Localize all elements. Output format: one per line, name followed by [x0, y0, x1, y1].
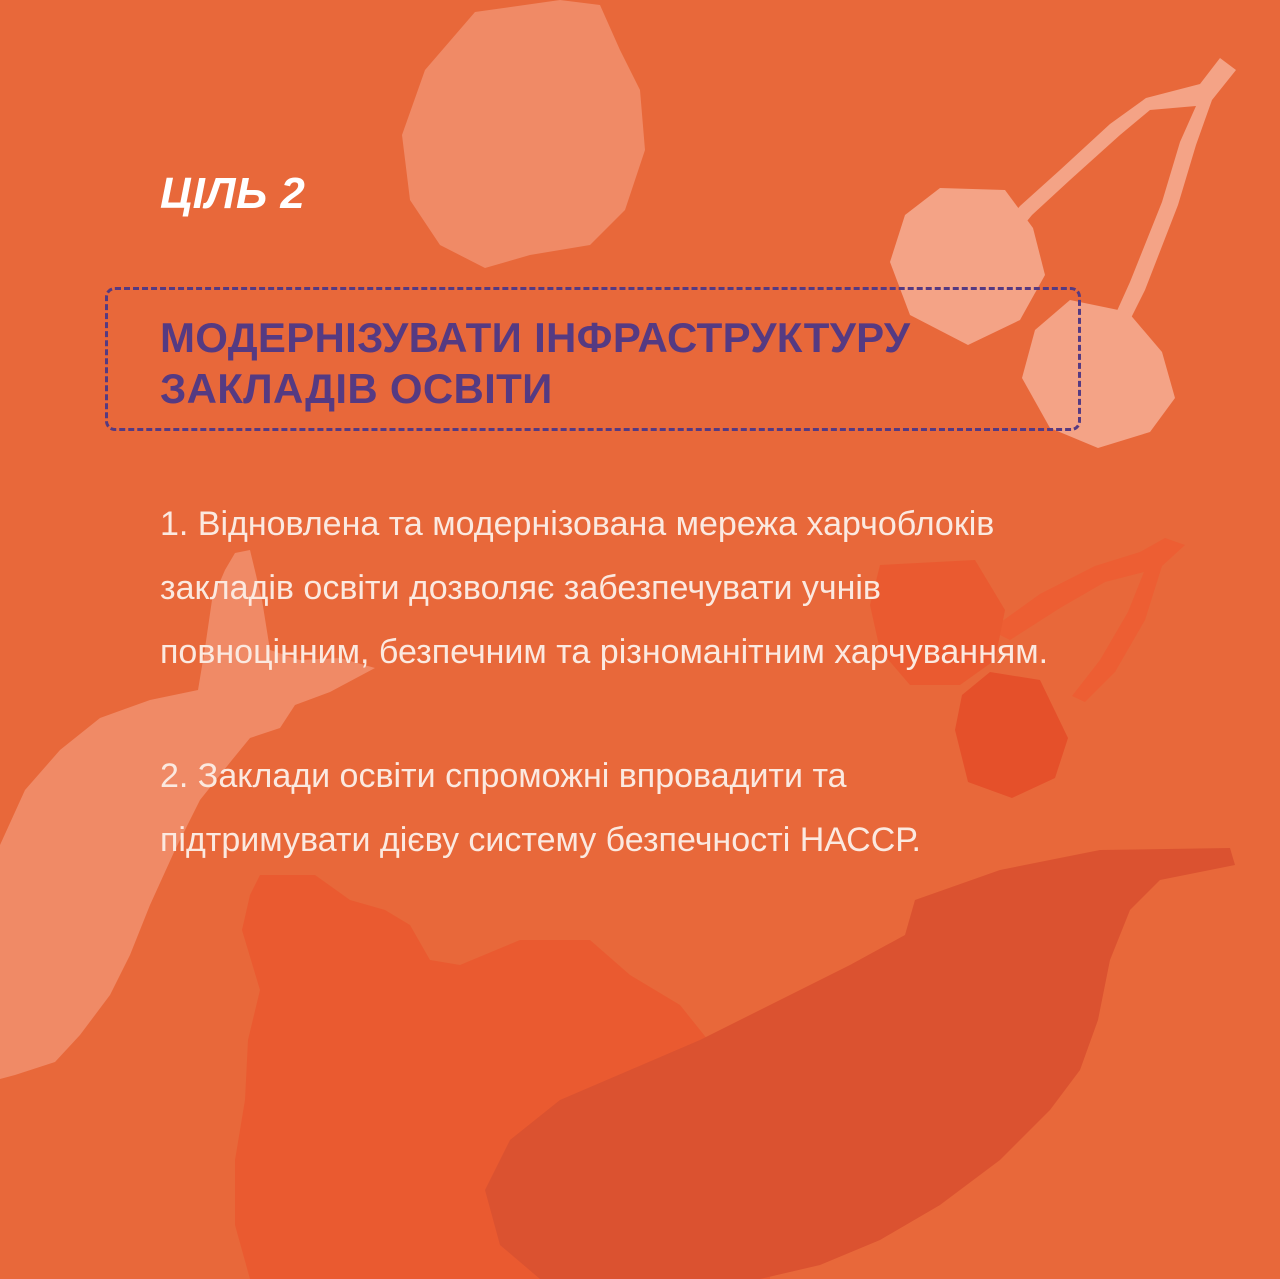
goal-point-line: закладів освіти дозволяє забезпечувати учнів: [160, 569, 881, 607]
goal-point: [160, 744, 1200, 872]
goal-heading-line: ЗАКЛАДІВ ОСВІТИ: [160, 365, 553, 412]
goal-heading-line: МОДЕРНІЗУВАТИ ІНФРАСТРУКТУРУ: [160, 314, 911, 361]
goal-point-line: підтримувати дієву систему безпечності НАССР.: [160, 821, 921, 859]
goal-point: [160, 492, 1200, 684]
goal-number-label: ЦІЛЬ 2: [160, 169, 306, 218]
goal-point-line: 2. Заклади освіти спроможні впровадити та: [160, 757, 847, 795]
goal-points-list: [160, 492, 1200, 932]
goal-point-line: 1. Відновлена та модернізована мережа харчоблоків: [160, 505, 995, 543]
goal-point-line: повноцінним, безпечним та різноманітним харчуванням.: [160, 633, 1049, 671]
apple-illustration: [402, 0, 645, 268]
goal-heading: [160, 312, 1060, 414]
